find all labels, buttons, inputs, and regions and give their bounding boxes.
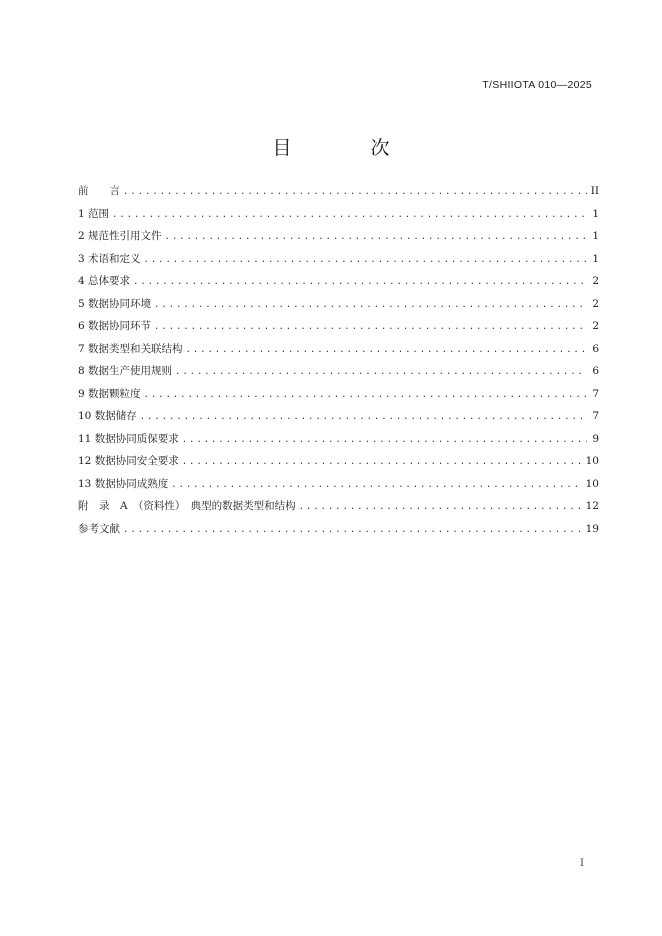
toc-entry[interactable] [78,360,599,383]
toc-entry-label: 5 数据协同环境 [78,297,152,310]
toc-entry[interactable] [78,315,599,338]
toc-leader-dots [182,429,587,452]
toc-leader-dots [123,181,587,204]
toc-entry[interactable] [78,473,599,496]
toc-entry[interactable] [78,270,599,293]
toc-entry[interactable] [78,450,599,473]
toc-entry-label: 1 范围 [78,207,110,220]
toc-entry-label: 附 录 A （资料性） 典型的数据类型和结构 [78,500,296,512]
toc-leader-dots [175,361,587,384]
page-title: 目 次 [272,137,420,159]
toc-entry-label: 参考文献 [78,522,120,535]
table-of-contents [78,180,599,540]
toc-leader-dots [133,271,587,294]
toc-entry-page: 7 [592,387,599,400]
toc-entry-page: 19 [585,522,599,535]
toc-entry-label: 6 数据协同环节 [78,320,152,332]
toc-leader-dots [123,519,582,542]
toc-entry[interactable] [78,203,599,226]
toc-leader-dots [144,249,587,272]
toc-leader-dots [171,474,581,497]
toc-entry-page: 10 [585,455,599,467]
toc-entry[interactable] [78,248,599,271]
toc-entry[interactable] [78,225,599,248]
toc-entry-page: 2 [592,275,599,287]
toc-entry-label: 2 规范性引用文件 [78,230,162,242]
toc-entry-label: 10 数据储存 [78,410,137,422]
toc-entry[interactable] [78,518,599,541]
toc-entry-page: 1 [592,207,599,220]
toc-leader-dots [112,204,587,227]
toc-entry-label: 12 数据协同安全要求 [78,455,179,467]
toc-entry-label: 13 数据协同成熟度 [78,477,169,490]
standard-code: T/SHIIOTA 010—2025 [482,79,592,91]
toc-entry-label: 8 数据生产使用规则 [78,365,173,377]
toc-entry-label: 前 言 [78,185,120,197]
toc-entry-page: 12 [585,500,599,512]
toc-entry-page: 1 [592,230,599,242]
toc-entry-page: 2 [592,297,599,310]
toc-entry-page: II [590,185,599,197]
toc-entry-label: 3 术语和定义 [78,252,141,265]
toc-leader-dots [186,339,587,362]
toc-entry[interactable] [78,293,599,316]
toc-leader-dots [182,451,582,474]
toc-entry[interactable] [78,495,599,518]
toc-entry-label: 9 数据颗粒度 [78,387,141,400]
toc-entry-label: 7 数据类型和关联结构 [78,342,183,355]
toc-leader-dots [165,226,587,249]
toc-leader-dots [154,316,587,339]
toc-entry-page: 9 [592,432,599,445]
toc-leader-dots [154,294,587,317]
toc-entry-label: 4 总体要求 [78,275,131,287]
toc-entry-page: 6 [592,342,599,355]
toc-entry-label: 11 数据协同质保要求 [78,432,179,445]
page-number: I [580,858,584,869]
toc-entry[interactable] [78,405,599,428]
toc-entry[interactable] [78,383,599,406]
toc-entry-page: 7 [592,410,599,422]
toc-leader-dots [140,406,587,429]
toc-entry-page: 10 [585,477,599,490]
toc-entry-page: 6 [592,365,599,377]
toc-entry[interactable] [78,180,599,203]
toc-entry[interactable] [78,338,599,361]
toc-entry-page: 1 [592,252,599,265]
toc-entry-page: 2 [592,320,599,332]
toc-entry[interactable] [78,428,599,451]
toc-leader-dots [299,496,582,519]
toc-leader-dots [144,384,587,407]
